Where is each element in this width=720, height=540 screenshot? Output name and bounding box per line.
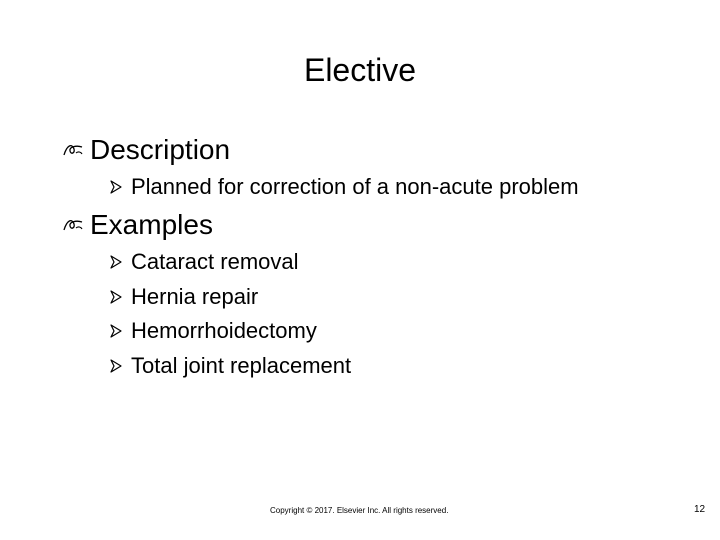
list-item-text: Total joint replacement <box>131 353 352 378</box>
flourish-bullet-icon <box>62 215 84 235</box>
page-number: 12 <box>694 504 706 515</box>
section-heading-description: Description <box>90 134 231 165</box>
list-item <box>110 248 299 276</box>
list-item <box>110 352 351 380</box>
arrowhead-bullet-icon <box>110 255 122 269</box>
list-item <box>110 173 579 201</box>
list-item-text: Planned for correction of a non-acute problem <box>131 174 579 199</box>
list-item-text: Hernia repair <box>131 284 259 309</box>
arrowhead-bullet-icon <box>110 359 122 373</box>
list-item-text: Cataract removal <box>131 249 299 274</box>
list-item-text: Hemorrhoidectomy <box>131 318 317 343</box>
bullet-examples <box>62 208 213 242</box>
bullet-description <box>62 133 230 167</box>
arrowhead-bullet-icon <box>110 290 122 304</box>
list-item <box>110 283 258 311</box>
section-heading-examples: Examples <box>90 209 213 240</box>
arrowhead-bullet-icon <box>110 180 122 194</box>
arrowhead-bullet-icon <box>110 324 122 338</box>
copyright-footer: Copyright © 2017. Elsevier Inc. All rights reserved. <box>270 506 449 515</box>
list-item <box>110 317 317 345</box>
slide-title: Elective <box>303 52 417 88</box>
flourish-bullet-icon <box>62 140 84 160</box>
